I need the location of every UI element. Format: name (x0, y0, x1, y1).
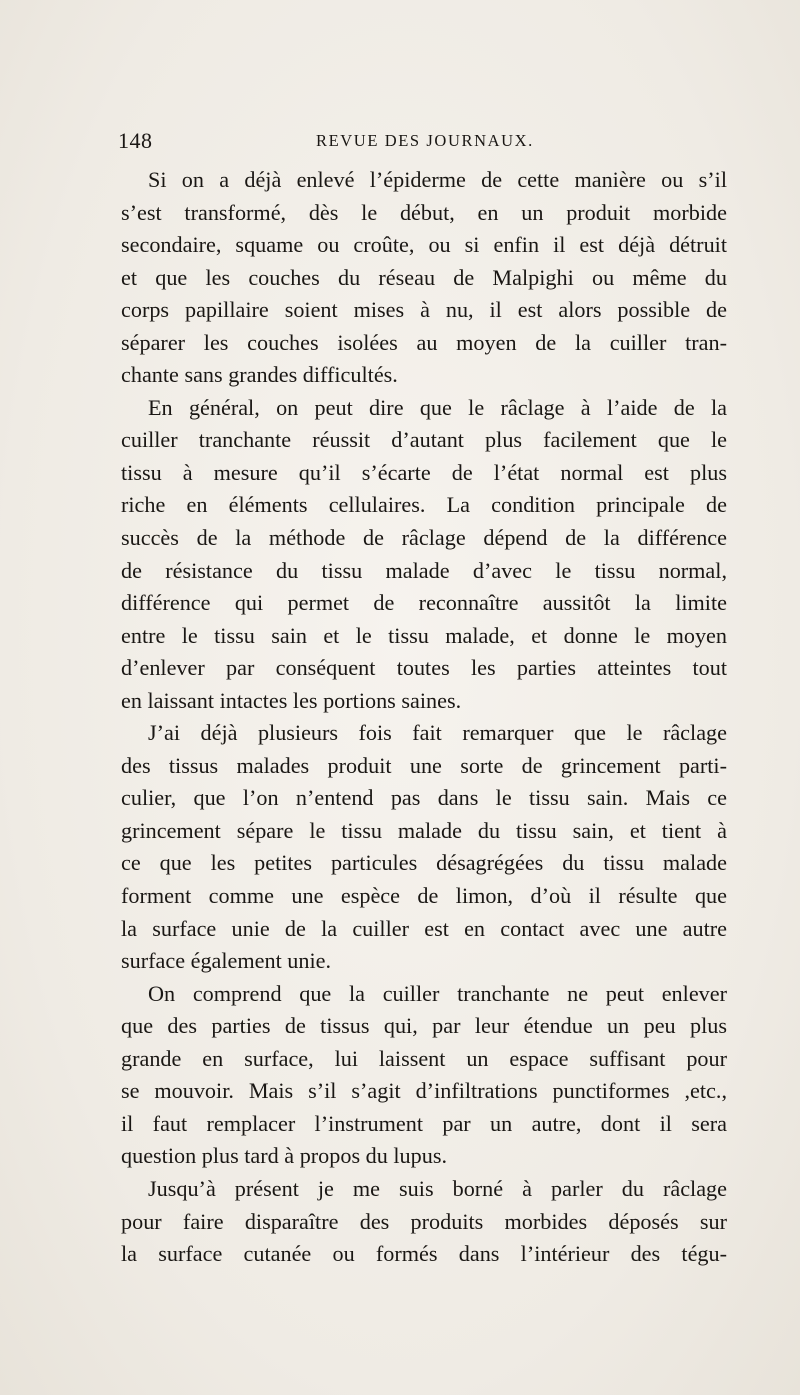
text-line: En général, on peut dire que le râclage à l’aide de la (148, 394, 727, 420)
text-line: grincement sépare le tissu malade du tissu sain, et tient à (121, 817, 727, 843)
body-text (121, 164, 727, 1271)
text-line: cuiller tranchante réussit d’autant plus facilement que le (121, 427, 727, 453)
text-line: d’enlever par conséquent toutes les parties atteintes tout (121, 655, 727, 681)
text-line: chante sans grandes difficultés. (121, 362, 398, 388)
text-line: s’est transformé, dès le début, en un produit morbide (121, 199, 727, 225)
page-header (118, 128, 730, 158)
text-line: secondaire, squame ou croûte, ou si enfin il est déjà détruit (121, 232, 727, 258)
text-line: succès de la méthode de râclage dépend de la différence (121, 525, 727, 551)
text-line: la surface cutanée ou formés dans l’intérieur des tégu- (121, 1241, 727, 1267)
text-line: la surface unie de la cuiller est en contact avec une autre (121, 915, 727, 941)
text-line: Si on a déjà enlevé l’épiderme de cette manière ou s’il (148, 167, 727, 192)
text-line: différence qui permet de reconnaître aussitôt la limite (121, 590, 727, 616)
text-line: corps papillaire soient mises à nu, il est alors possible de (121, 297, 727, 323)
paragraph (121, 978, 727, 1173)
text-line: se mouvoir. Mais s’il s’agit d’infiltrations punctiformes ,etc., (121, 1078, 727, 1104)
text-line: tissu à mesure qu’il s’écarte de l’état normal est plus (121, 459, 727, 485)
text-line: forment comme une espèce de limon, d’où il résulte que (121, 883, 727, 909)
text-line: Jusqu’à présent je me suis borné à parler du râclage (148, 1175, 727, 1201)
text-line: On comprend que la cuiller tranchante ne peut enlever (148, 980, 727, 1006)
text-line: des tissus malades produit une sorte de grincement parti- (121, 752, 727, 778)
page-number: 148 (118, 128, 153, 153)
text-line: entre le tissu sain et le tissu malade, et donne le moyen (121, 622, 727, 648)
paragraph (121, 1173, 727, 1271)
paragraph (121, 392, 727, 717)
paragraph (121, 164, 727, 392)
text-line: culier, que l’on n’entend pas dans le tissu sain. Mais ce (121, 785, 727, 811)
paragraph (121, 717, 727, 977)
running-head: REVUE DES JOURNAUX. (316, 131, 534, 150)
text-line: riche en éléments cellulaires. La condition principale de (121, 492, 727, 518)
text-line: en laissant intactes les portions saines. (121, 687, 462, 713)
text-line: surface également unie. (121, 948, 332, 974)
text-line: il faut remplacer l’instrument par un autre, dont il sera (121, 1110, 727, 1136)
text-line: ce que les petites particules désagrégées du tissu malade (121, 850, 727, 876)
text-line: J’ai déjà plusieurs fois fait remarquer que le râclage (148, 720, 727, 746)
text-line: de résistance du tissu malade d’avec le tissu normal, (121, 557, 727, 583)
text-line: et que les couches du réseau de Malpighi ou même du (121, 264, 727, 290)
text-line: que des parties de tissus qui, par leur étendue un peu plus (121, 1013, 727, 1039)
text-line: question plus tard à propos du lupus. (121, 1143, 448, 1169)
text-line: grande en surface, lui laissent un espace suffisant pour (121, 1045, 727, 1071)
text-line: séparer les couches isolées au moyen de la cuiller tran- (121, 329, 727, 355)
text-line: pour faire disparaître des produits morbides déposés sur (121, 1208, 727, 1234)
